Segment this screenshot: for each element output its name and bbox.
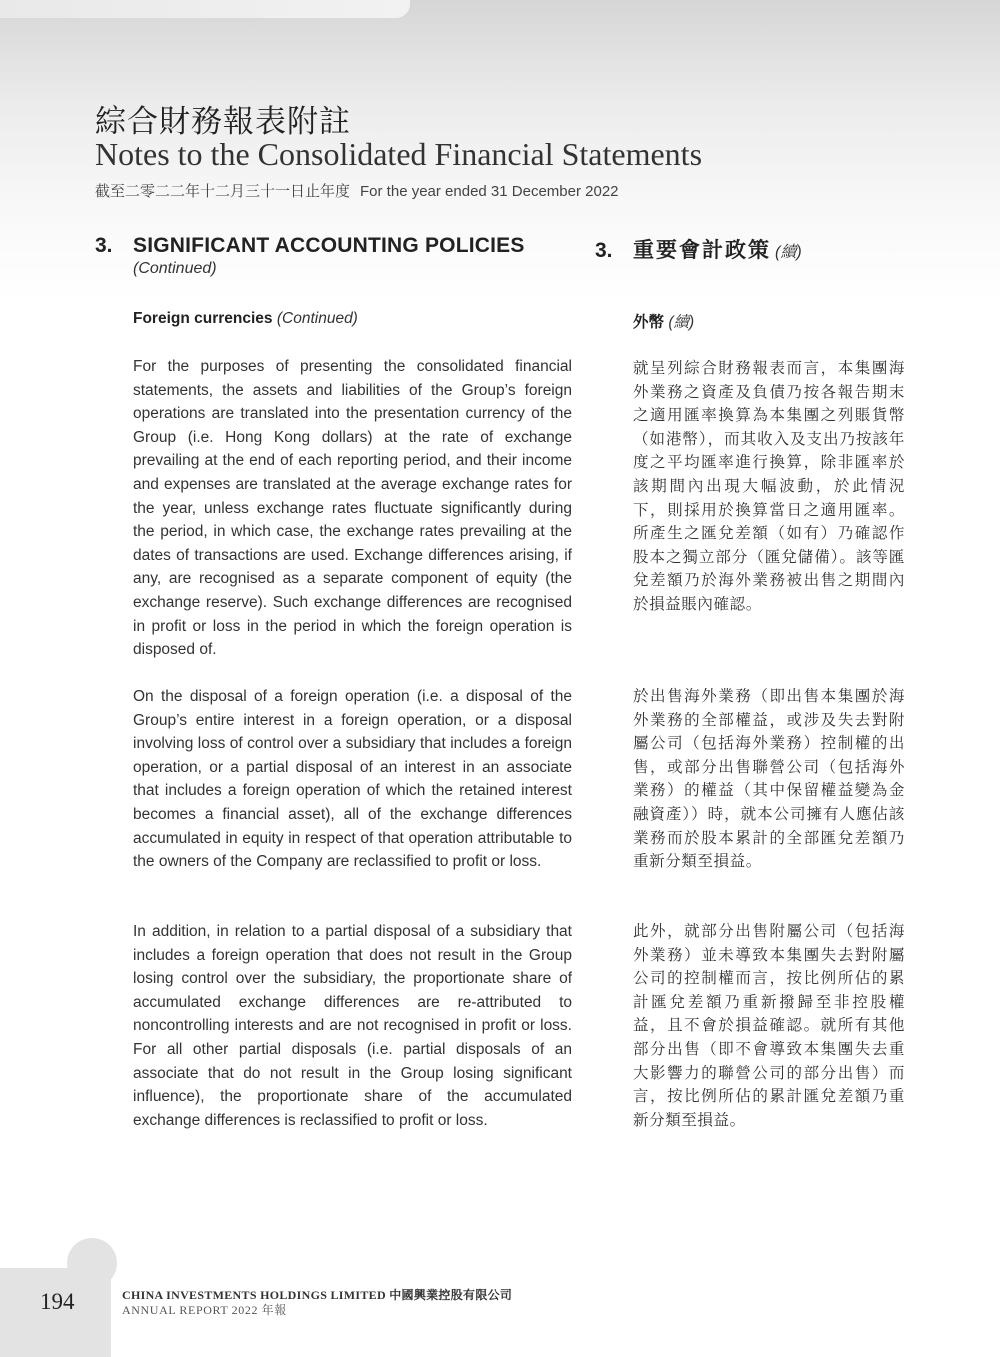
section-continued-label: (Continued)	[133, 260, 217, 277]
reporting-period-english: For the year ended 31 December 2022	[360, 183, 619, 200]
paragraph-chinese-1: 就呈列綜合財務報表而言，本集團海外業務之資產及負債乃按各報告期末之適用匯率換算為本集團之列賬貨幣（如港幣），而其收入及支出乃按該年度之平均匯率進行換算，除非匯率於該期間內出現大幅波動，於此情況下，則採用於換算當日之適用匯率。所產生之匯兌差額（如有）乃確認作股本之獨立部分（匯兌儲備）。該等匯兌差額乃於海外業務被出售之期間內於損益賬內確認。	[633, 359, 905, 613]
page-number: 194	[40, 1289, 75, 1314]
section-title-chinese: 重要會計政策	[633, 239, 771, 262]
section-number: 3.	[95, 234, 113, 257]
paragraph-chinese-2: 於出售海外業務（即出售本集團於海外業務的全部權益，或涉及失去對附屬公司（包括海外業務）控制權的出售，或部分出售聯營公司（包括海外業務）的權益（其中保留權益變為金融資產））時，就本公司擁有人應佔該業務而於股本累計的全部匯兌差額乃重新分類至損益。	[633, 687, 905, 871]
section-heading-english	[95, 234, 572, 258]
footer-company-name: CHINA INVESTMENTS HOLDINGS LIMITED 中國興業控股有限公司	[122, 1288, 513, 1302]
english-column	[95, 234, 572, 1129]
subheading-english	[133, 310, 358, 328]
section-continued-chinese: (續)	[775, 244, 802, 261]
reporting-period-chinese: 截至二零二二年十二月三十一日止年度	[95, 183, 351, 200]
subheading-continued: (Continued)	[276, 310, 358, 327]
paragraph-chinese-3: 此外，就部分出售附屬公司（包括海外業務）並未導致本集團失去對附屬公司的控制權而言，按比例所佔的累計匯兌差額乃重新撥歸至非控股權益，且不會於損益確認。就所有其他部分出售（即不會導致本集團失去重大影響力的聯營公司的部分出售）而言，按比例所佔的累計匯兌差額乃重新分類至損益。	[633, 922, 905, 1129]
paragraph-english-1: For the purposes of presenting the consolidated financial statements, the assets and liabilities of the Group’s foreign operations are translated into the presentation currency of the Group (i.e. Hong Kong dollars) at the rate of exchange prevailing at the end of each reporting period, and their income and expenses are translated at the average exchange rates for the year, unless exchange rates fluctuate significantly during the period, in which case, the exchange rates prevailing at the dates of transactions are used. Exchange differences arising, if any, are recognised as a separate component of equity (the exchange reserve). Such exchange differences are recognised in profit or loss in the period in which the foreign operation is disposed of.	[133, 358, 572, 659]
chinese-column	[595, 234, 905, 1129]
section-title: SIGNIFICANT ACCOUNTING POLICIES	[133, 234, 525, 257]
paragraph-english-3: In addition, in relation to a partial disposal of a subsidiary that includes a foreign operation that does not result in the Group losing control over the subsidiary, the proportionate share of accumulated exchange differences are re-attributed to noncontrolling interests and are not recognised in profit or loss. For all other partial disposals (i.e. partial disposals of an associate that do not result in the Group losing significant influence), the proportionate share of the accumulated exchange differences is reclassified to profit or loss.	[133, 923, 572, 1129]
page-title-chinese: 綜合財務報表附註	[95, 104, 351, 140]
reporting-period	[95, 180, 619, 201]
subheading-continued-chinese: (續)	[668, 314, 695, 331]
subheading-text: Foreign currencies	[133, 310, 273, 327]
section-heading-chinese	[595, 234, 905, 264]
section-number-chinese: 3.	[595, 239, 613, 262]
subheading-chinese	[633, 310, 694, 332]
footer-report-label: ANNUAL REPORT 2022 年報	[122, 1303, 287, 1317]
page-title-english: Notes to the Consolidated Financial Statements	[95, 136, 703, 172]
subheading-text-chinese: 外幣	[633, 314, 665, 331]
paragraph-english-2: On the disposal of a foreign operation (i.e. a disposal of the Group’s entire interest in a foreign operation, or a disposal involving loss of control over a subsidiary that includes a foreign operation, or a partial disposal of an interest in an associate that includes a foreign operation of which the retained interest becomes a financial asset), all of the exchange differences accumulated in equity in respect of that operation attributable to the owners of the Company are reclassified to profit or loss.	[133, 688, 572, 871]
